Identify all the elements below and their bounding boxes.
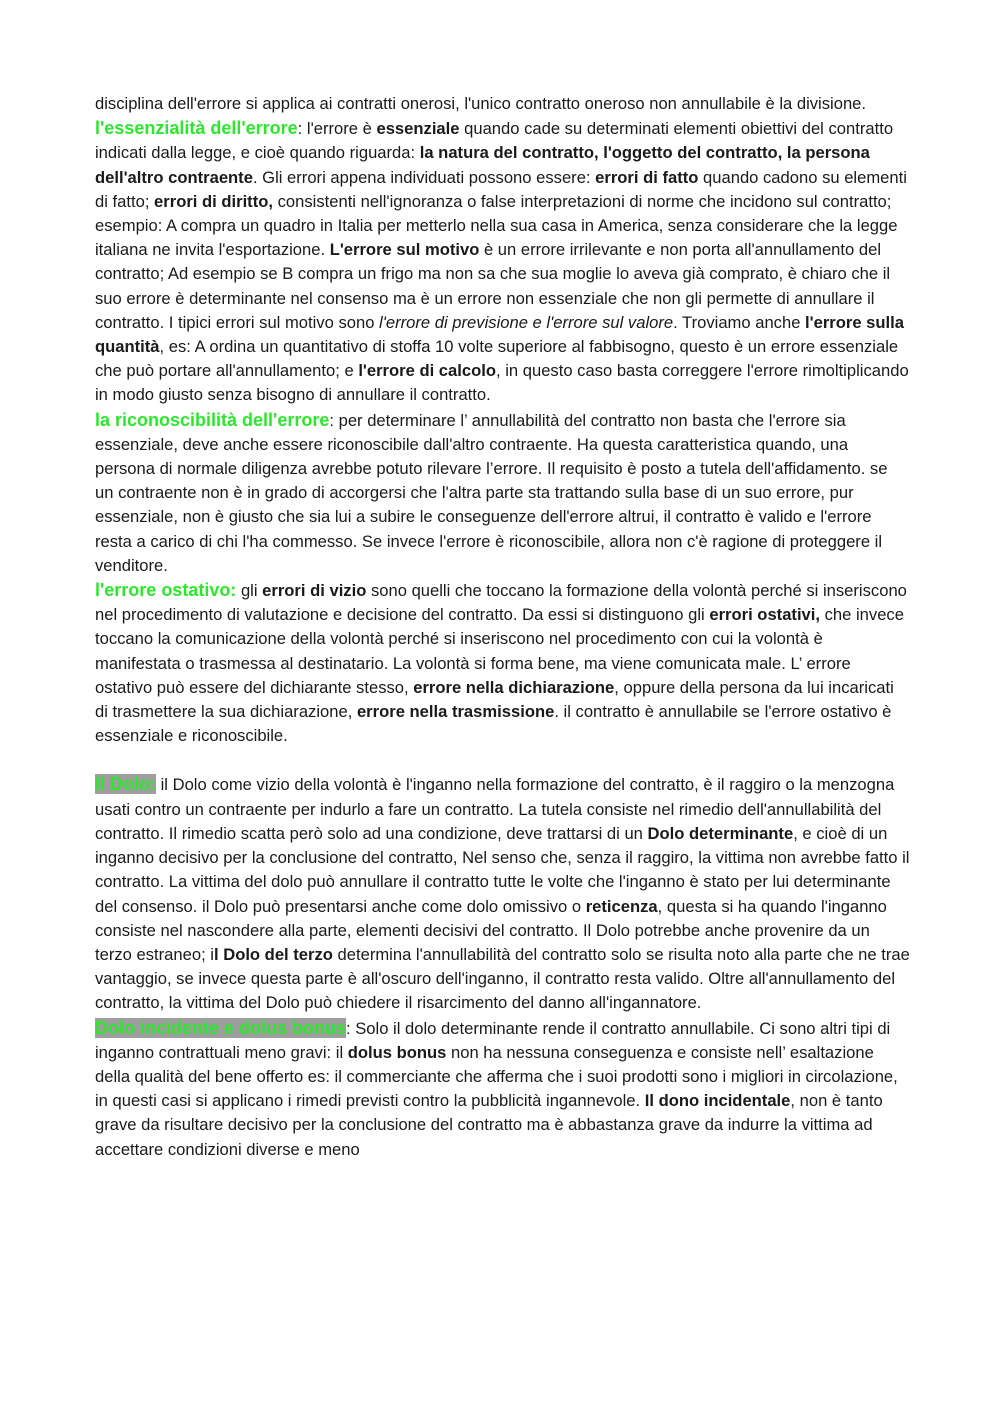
bold-text: l'errore di calcolo <box>358 361 496 381</box>
bold-text: l'errore sulla quantità <box>95 312 904 357</box>
italic-text: l'errore di previsione e l'errore sul valore <box>379 312 674 332</box>
text: . Gli errori appena individuati possono essere: <box>252 167 596 187</box>
text: , es: A ordina un quantitativo di stoffa 10 volte superiore al fabbisogno, questo è un errore essenziale che può portare all'annullamento; e <box>95 337 899 381</box>
paragraph-intro <box>95 92 910 116</box>
text: . il contratto è annullabile se l'errore ostativo è essenziale e riconoscibile. <box>95 702 892 746</box>
section-heading: l'errore ostativo: <box>95 580 237 601</box>
bold-text: errori di diritto, <box>154 191 273 211</box>
text: quando cadono su elementi di fatto; <box>95 167 907 211</box>
section-heading: l'essenzialità dell'errore <box>95 118 298 139</box>
text: determina l'annullabilità del contratto solo se risulta noto alla parte che ne trae vantaggio, se invece questa parte è all'oscuro dell'inganno, il contratto resta valido. Oltre all'annullamento del contratto, la vittima del Dolo può chiedere il risarcimento del danno all'ingannatore. <box>95 944 910 1013</box>
text: : Solo il dolo determinante rende il contratto annullabile. Ci sono altri tipi di inganno contrattuali meno gravi: il <box>95 1018 891 1062</box>
section-heading: la riconoscibilità dell'errore <box>95 409 330 430</box>
paragraph-essenzialita <box>95 116 910 407</box>
paragraph-dolo-incidente <box>95 1016 910 1162</box>
bold-text: dolus bonus <box>347 1042 447 1062</box>
text: , non è tanto grave da risultare decisivo per la conclusione del contratto ma è abbastanza grave da indurre la vittima ad accettare condizioni diverse e meno <box>95 1091 883 1159</box>
text: consistenti nell'ignoranza o false interpretazioni di norme che incidono sul contratto; esempio: A compra un quadro in Italia per metterlo nella sua casa in America, senza considerare che la legge italiana ne invita l'esportazione. <box>95 191 898 260</box>
bold-text: errore nella trasmissione <box>356 702 555 722</box>
text: sono quelli che toccano la formazione della volontà perché si inseriscono nel procedimento di valutazione e decisione del contratto. Da essi si distinguono gli <box>95 581 907 625</box>
text: , oppure della persona da lui incaricati di trasmettere la sua dichiarazione, <box>95 677 894 722</box>
highlighted-heading: Dolo incidente e dolus bonus <box>95 1017 347 1038</box>
highlighted-heading: Il Dolo: <box>95 774 156 795</box>
bold-text: l Dolo del terzo <box>213 944 333 964</box>
bold-text: errore nella dichiarazione <box>413 677 615 697</box>
text: che invece toccano la comunicazione della volontà perché si inseriscono nel procedimento con cui la volontà è manifestata o trasmessa al destinatario. La volontà si forma bene, ma viene comunicata male. L’ errore ostativo può essere del dichiarante stesso, <box>95 605 904 697</box>
bold-text: Il dono incidentale <box>644 1091 791 1111</box>
bold-text: errori di fatto <box>595 167 699 187</box>
bold-text: Dolo determinante <box>647 823 794 843</box>
text: : per determinare l’ annullabilità del contratto non basta che l'errore sia essenziale, deve anche essere riconoscibile dall'altro contraente. Ha questa caratteristica quando, una persona di normale diligenza avrebbe potuto rilevare l’errore. Il requisito è posto a tutela dell'affidamento. se un contraente non è in grado di accorgersi che l'altra parte sta trattando sulla base di un suo errore, pur essenziale, non è giusto che sia lui a subire le conseguenze dell'errore altrui, il contratto è valido e l'errore resta a carico di chi l'ha commesso. Se invece l'errore è riconoscibile, allora non c'è ragione di proteggere il venditore. <box>95 410 888 575</box>
paragraph-dolo <box>95 772 910 1015</box>
text: . Troviamo anche <box>673 312 806 332</box>
paragraph-riconoscibilita <box>95 408 910 578</box>
bold-text: L'errore sul motivo <box>329 240 480 260</box>
text: disciplina dell'errore si applica ai contratti onerosi, l'unico contratto oneroso non annullabile è la divisione. <box>95 94 867 113</box>
text: non ha nessuna conseguenza e consiste nell’ esaltazione della qualità del bene offerto es: il commerciante che afferma che i suoi prodotti sono i migliori in circolazione, in questi casi si applicano i rimedi previsti contro la pubblicità ingannevole. <box>95 1042 898 1111</box>
paragraph-errore-ostativo <box>95 578 910 748</box>
text: gli <box>236 581 263 601</box>
text: , e cioè di un inganno decisivo per la conclusione del contratto, Nel senso che, senza il raggiro, la vittima non avrebbe fatto il contratto. La vittima del dolo può annullare il contratto tutte le volte che l'inganno è stato per lui determinante del consenso. il Dolo può presentarsi anche come dolo omissivo o <box>95 823 910 916</box>
text: , in questo caso basta correggere l'errore rimoltiplicando in modo giusto senza bisogno di annullare il contratto. <box>95 361 909 405</box>
bold-text: errori di vizio <box>262 581 367 601</box>
bold-text: essenziale <box>376 119 460 139</box>
text: quando cade su determinati elementi obiettivi del contratto indicati dalla legge, e cioè quando riguarda: <box>95 119 894 163</box>
bold-text: la natura del contratto, l'oggetto del contratto, la persona dell'altro contraente <box>95 143 870 187</box>
text: il Dolo come vizio della volontà è l'inganno nella formazione del contratto, è il raggiro o la menzogna usati contro un contraente per indurlo a fare un contratto. La tutela consiste nel rimedio dell'annullabilità del contratto. Il rimedio scatta però solo ad una condizione, deve trattarsi di un <box>95 775 895 843</box>
document-page <box>95 92 910 1162</box>
blank-line <box>95 748 910 772</box>
text: è un errore irrilevante e non porta all'annullamento del contratto; Ad esempio se B compra un frigo ma non sa che sua moglie lo aveva già comprato, è chiaro che il suo errore è determinante nel consenso ma è un errore non essenziale che non gli permette di annullare il contratto. I tipici errori sul motivo sono <box>95 240 891 332</box>
text: , questa si ha quando l'inganno consiste nel nascondere alla parte, elementi decisivi del contratto. Il Dolo potrebbe anche provenire da un terzo estraneo; i <box>95 896 887 964</box>
bold-text: reticenza <box>585 896 658 916</box>
text: : l'errore è <box>297 119 377 139</box>
bold-text: errori ostativi, <box>709 605 821 625</box>
